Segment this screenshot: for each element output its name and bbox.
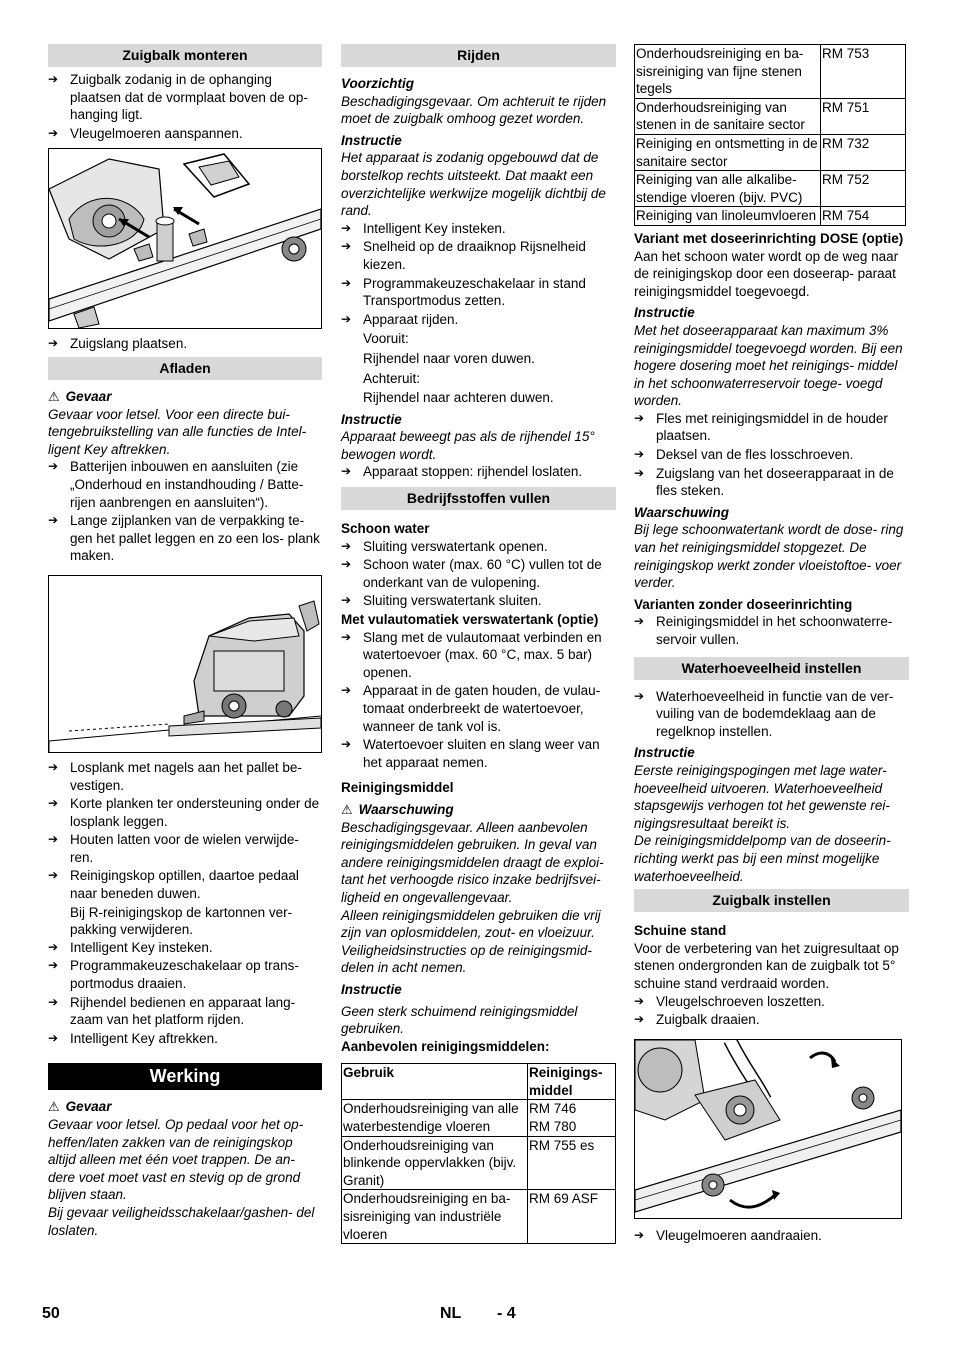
arrow-right-icon: ➔ [48,759,59,774]
warning-triangle-icon: ⚠ [48,1099,60,1115]
arrow-right-icon: ➔ [341,683,352,698]
arrow-right-icon: ➔ [634,688,645,703]
warning-triangle-icon: ⚠ [48,388,60,404]
paragraph: Aan het schoon water wordt op de weg naar de reinigingskop door een doseerap- paraat reinigingsmiddel toegevoegd. [634,248,899,299]
list-item: ➔ Zuigslang van het doseerapparaat in de fles steken. [634,465,894,499]
list-item: ➔ Lange zijplanken van de verpakking te- gen het pallet leggen en zo een los- plank maken. [48,513,320,564]
danger-text: Bij gevaar veiligheidsschakelaar/gashen- del loslaten. [48,1204,315,1238]
table-cell: Reiniging van alle alkalibe- stendige vloeren (bijv. PVC) [635,171,821,207]
table-cell: RM 69 ASF [528,1190,616,1244]
list-item: ➔ Vleugelmoeren aanspannen. [48,125,243,141]
subheading: Varianten zonder doseerinrichting [634,596,853,612]
list-item: ➔ Houten latten voor de wielen verwijde- ren. [48,832,299,865]
detergent-table-continued [634,44,906,226]
table-header-row [342,1064,616,1100]
list-subitem: Rijhendel naar achteren duwen. [363,390,554,406]
list-item: ➔ Snelheid op de draaiknop Rijsnelheid kiezen. [341,239,586,272]
heading-rijden: Rijden [341,44,616,67]
note-text: Het apparaat is zodanig opgebouwd dat de borstelkop rechts uitsteekt. Dat maakt een overzichtelijke werkwijze mogelijk dichtbij de rand. [341,150,606,219]
note-text: De reinigingsmiddelpomp van de doseerin- richting werkt pas bij een minst mogelijke waterhoeveelheid. [634,833,891,884]
table-row [342,1190,616,1244]
note-label: Instructie [634,305,695,321]
heading-afladen: Afladen [48,357,322,380]
table-cell: Onderhoudsreiniging van alle waterbestendige vloeren [342,1100,528,1136]
subheading: Reinigingsmiddel [341,780,454,796]
list-item: ➔ Zuigbalk zodanig in de ophanging plaatsen dat de vormplaat boven de op- hanging ligt. [48,72,308,123]
list-item-note: Bij R-reinigingskop de kartonnen ver- pakking verwijderen. [70,904,293,938]
detergent-table [341,1063,616,1244]
caution-text: Beschadigingsgevaar. Om achteruit te rijden moet de zuigbalk omhoog gezet worden. [341,93,607,127]
note-text: Geen sterk schuimend reinigingsmiddel gebruiken. [341,1003,578,1037]
subheading: Met vulautomatiek verswatertank (optie) [341,612,599,628]
list-item: ➔ Schoon water (max. 60 °C) vullen tot de onderkant van de vulopening. [341,557,602,590]
table-cell: RM 754 [821,207,906,226]
note-label: Instructie [634,745,695,761]
list-item: ➔ Reinigingskop optillen, daartoe pedaal naar beneden duwen. [48,868,299,902]
danger-label: ⚠ Gevaar [48,1099,112,1115]
table-cell: RM 751 [821,98,906,134]
arrow-right-icon: ➔ [341,538,352,553]
list-item: ➔ Slang met de vulautomaat verbinden en watertoevoer (max. 60 °C, max. 5 bar) openen. [341,629,602,680]
list-item: ➔ Apparaat in de gaten houden, de vulau- tomaat onderbreekt de watertoevoer, wanneer de tank vol is. [341,683,601,734]
list-item: ➔ Rijhendel bedienen en apparaat lang- zaam van het platform rijden. [48,994,296,1028]
list-item: ➔ Programmakeuzeschakelaar in stand Transportmodus zetten. [341,275,586,309]
arrow-right-icon: ➔ [341,737,352,752]
list-subitem: Achteruit: [363,370,421,386]
subheading: Aanbevolen reinigingsmiddelen: [341,1038,550,1054]
list-item: ➔ Sluiting verswatertank openen. [341,538,548,554]
list-item: ➔ Vleugelschroeven loszetten. [634,993,825,1009]
arrow-right-icon: ➔ [48,459,59,474]
warning-label: Waarschuwing [634,504,730,520]
table-cell: Reiniging en ontsmetting in de sanitaire sector [635,134,821,170]
danger-label: ⚠ Gevaar [48,388,112,404]
table-row [635,207,906,226]
danger-text: Gevaar voor letsel. Op pedaal voor het op- heffen/laten zakken van de reinigingskop altijd alleen met één voet trappen. De an- dere voet moet vast en stevig op de grond blijven staan. [48,1117,304,1203]
warning-text: Beschadigingsgevaar. Alleen aanbevolen reinigingsmiddelen gebruiken. In geval van andere reinigingsmiddelen draagt de exploi- tant het verhoogde risico inzake bedrijfsvei- ligheid en ongevallengevaar. [341,819,604,905]
table-cell: RM 746 RM 780 [528,1100,616,1136]
table-cell: Onderhoudsreiniging en ba- sisreiniging van industriële vloeren [342,1190,528,1244]
figure-squeegee-angle [634,1039,902,1219]
arrow-right-icon: ➔ [48,994,59,1009]
arrow-right-icon: ➔ [341,220,352,235]
table-row [342,1100,616,1136]
arrow-right-icon: ➔ [48,125,59,140]
note-text: Met het doseerapparaat kan maximum 3% reinigingsmiddel toegevoegd worden. Bij een hogere dosering moet het reinigings- middel in het schoonwaterreservoir toege- voegd worden. [634,322,903,409]
list-item: ➔ Zuigbalk draaien. [634,1012,760,1028]
list-item: ➔ Vleugelmoeren aandraaien. [634,1227,822,1243]
figure-squeegee-mounting [48,148,322,329]
list-item: ➔ Losplank met nagels aan het pallet be- vestigen. [48,759,302,793]
column-middle [341,44,616,1244]
warning-label: ⚠ Waarschuwing [341,801,454,817]
table-header-cell: Gebruik [342,1064,528,1100]
arrow-right-icon: ➔ [341,629,352,644]
table-cell: Onderhoudsreiniging en ba- sisreiniging van fijne stenen tegels [635,45,821,99]
list-item: ➔ Apparaat rijden. [341,311,459,327]
arrow-right-icon: ➔ [634,1012,645,1027]
list-item: ➔ Watertoevoer sluiten en slang weer van het apparaat nemen. [341,737,600,770]
arrow-right-icon: ➔ [634,447,645,462]
note-label: Instructie [341,981,402,997]
arrow-right-icon: ➔ [341,593,352,608]
table-header-cell: Reinigings- middel [528,1064,616,1100]
list-item: ➔ Intelligent Key aftrekken. [48,1030,218,1046]
table-cell: Onderhoudsreiniging van stenen in de sanitaire sector [635,98,821,134]
page-subnumber: - 4 [497,1305,516,1322]
note-text: Apparaat beweegt pas als de rijhendel 15° bewogen wordt. [341,429,595,462]
list-item: ➔ Fles met reinigingsmiddel in de houder plaatsen. [634,410,888,444]
list-item: ➔ Apparaat stoppen: rijhendel loslaten. [341,464,583,480]
column-right [634,44,909,1245]
table-cell: RM 732 [821,134,906,170]
table-cell: RM 755 es [528,1136,616,1190]
arrow-right-icon: ➔ [341,239,352,254]
arrow-right-icon: ➔ [48,796,59,811]
arrow-right-icon: ➔ [48,868,59,883]
warning-triangle-icon: ⚠ [341,801,353,817]
list-subitem: Rijhendel naar voren duwen. [363,350,535,366]
table-row [635,171,906,207]
heading-bedrijfsstoffen: Bedrijfsstoffen vullen [341,487,616,510]
chapter-heading-werking: Werking [48,1063,322,1090]
arrow-right-icon: ➔ [341,557,352,572]
warning-text: Alleen reinigingsmiddelen gebruiken die vrij zijn van oplosmiddelen, zout- en vloeizuur. Veiligheidsinstructies op de reinigingsmid- delen in acht nemen. [341,907,601,976]
arrow-right-icon: ➔ [341,311,352,326]
list-item: ➔ Sluiting verswatertank sluiten. [341,593,542,609]
arrow-right-icon: ➔ [634,410,645,425]
arrow-right-icon: ➔ [48,939,59,954]
arrow-right-icon: ➔ [634,993,645,1008]
table-cell: RM 752 [821,171,906,207]
list-item: ➔ Deksel van de fles losschroeven. [634,447,854,463]
warning-text: Bij lege schoonwatertank wordt de dose- ring van het reinigingsmiddel stopgezet. De reinigingskop werkt zonder vloeistoftoe- voer verder. [634,522,904,591]
table-row [635,45,906,99]
paragraph: Voor de verbetering van het zuigresultaat op stenen ondergronden kan de zuigbalk tot 5° schuine stand verdraaid worden. [634,940,899,991]
heading-zuigbalk-monteren: Zuigbalk monteren [48,44,322,67]
arrow-right-icon: ➔ [48,958,59,973]
note-label: Instructie [341,411,402,427]
table-cell: Onderhoudsreiniging van blinkende oppervlakken (bijv. Granit) [342,1136,528,1190]
table-row [342,1136,616,1190]
column-left [48,44,322,1239]
arrow-right-icon: ➔ [48,72,59,86]
list-subitem: Vooruit: [363,331,409,347]
arrow-right-icon: ➔ [48,513,59,528]
list-item: ➔ Batterijen inbouwen en aansluiten (zie „Onderhoud en instandhouding / Batte- rijen aanbrengen en aansluiten“). [48,459,304,510]
page-number: 50 [42,1305,60,1322]
subheading: Schoon water [341,521,430,537]
table-row [635,134,906,170]
list-item: ➔ Intelligent Key insteken. [341,220,506,236]
arrow-right-icon: ➔ [634,465,645,480]
heading-zuigbalk-instellen: Zuigbalk instellen [634,889,909,912]
danger-text: Gevaar voor letsel. Voor een directe bui- tengebruikstelling van alle functies de Intel- ligent Key aftrekken. [48,406,307,457]
subheading: Schuine stand [634,923,727,939]
figure-machine-unloading [48,575,322,753]
list-item: ➔ Zuigslang plaatsen. [48,336,188,352]
list-item: ➔ Korte planken ter ondersteuning onder de losplank leggen. [48,796,320,829]
arrow-right-icon: ➔ [634,1227,645,1242]
note-text: Eerste reinigingspogingen met lage water- hoeveelheid uitvoeren. Waterhoeveelheid stapsgewijs verhogen tot het gewenste rei- nigingsresultaat bereikt is. [634,762,890,831]
arrow-right-icon: ➔ [48,1030,59,1045]
subheading: Variant met doseerinrichting DOSE (optie) [634,230,904,246]
note-label: Instructie [341,132,402,148]
list-item: ➔ Programmakeuzeschakelaar op trans- portmodus draaien. [48,958,299,992]
arrow-right-icon: ➔ [48,832,59,847]
list-item: ➔ Reinigingsmiddel in het schoonwaterre- servoir vullen. [634,614,893,647]
arrow-right-icon: ➔ [341,275,352,290]
table-row [635,98,906,134]
arrow-right-icon: ➔ [48,336,59,351]
table-cell: Reiniging van linoleumvloeren [635,207,821,226]
language-code: NL [440,1305,462,1322]
list-item: ➔ Waterhoeveelheid in functie van de ver- vuiling van de bodemdeklaag aan de regelknop instellen. [634,688,894,739]
heading-waterhoeveelheid: Waterhoeveelheid instellen [634,657,909,680]
list-item: ➔ Intelligent Key insteken. [48,939,213,955]
caution-label: Voorzichtig [341,76,414,91]
arrow-right-icon: ➔ [341,464,352,479]
arrow-right-icon: ➔ [634,614,645,629]
table-cell: RM 753 [821,45,906,99]
